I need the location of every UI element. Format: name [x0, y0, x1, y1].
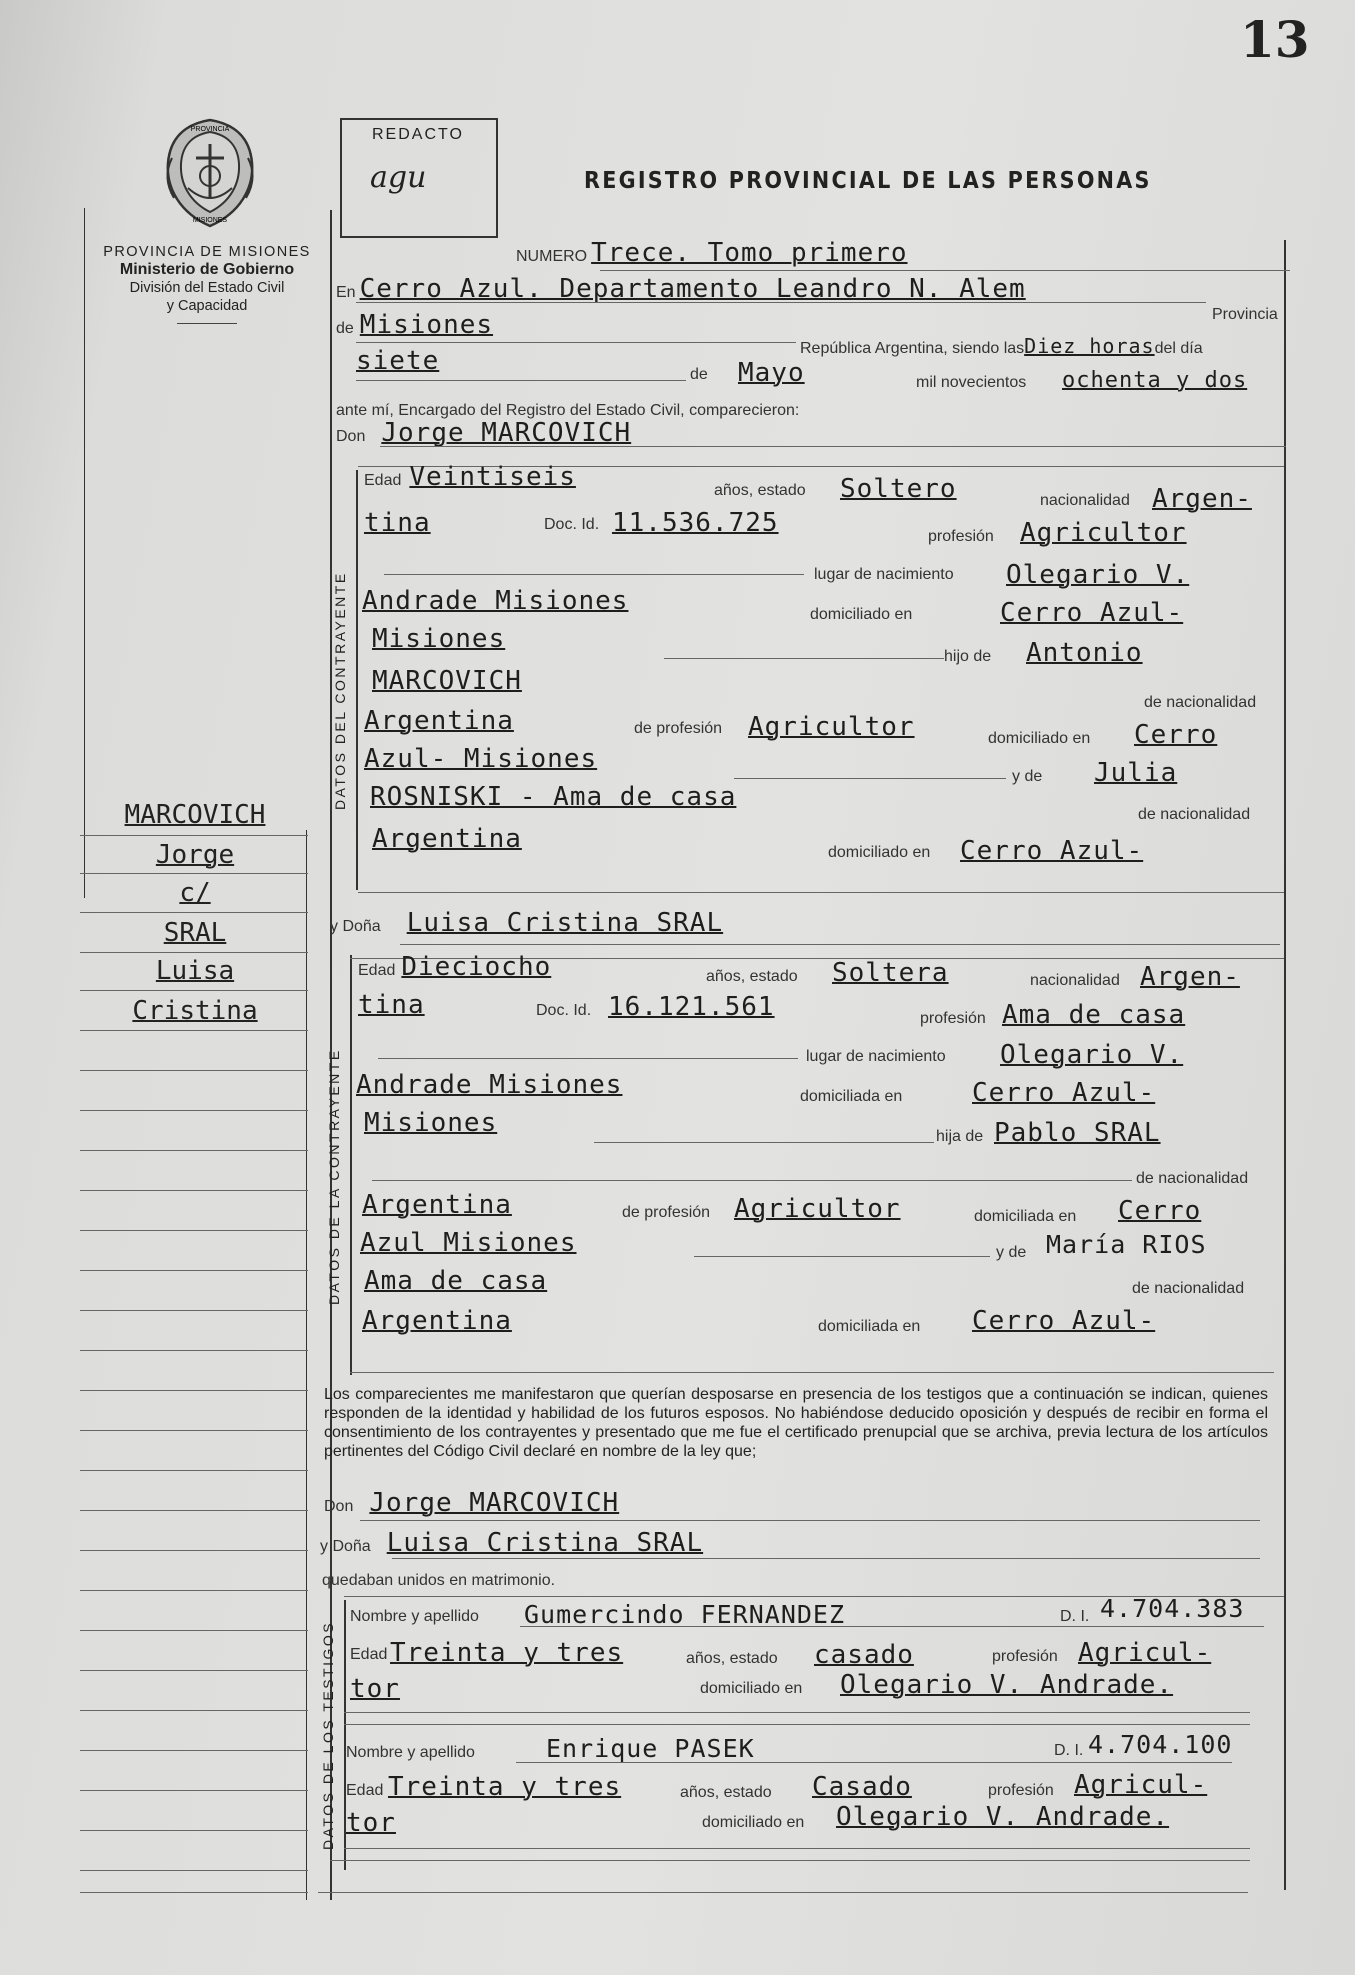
redacto-label: REDACTO	[372, 126, 464, 143]
f-padre-nac: Argentina	[362, 1190, 512, 1220]
redacto-value: agu	[370, 160, 427, 195]
t1-profesion-b: tor	[350, 1674, 400, 1704]
province-name: PROVINCIA DE MISIONES	[103, 244, 311, 260]
lugar-row: En Cerro Azul. Departamento Leandro N. Alem	[336, 274, 1026, 304]
f-nac-a: Argen-	[1140, 962, 1240, 992]
f-madre-dom: Cerro Azul-	[972, 1306, 1156, 1336]
f-padre-prof: Agricultor	[734, 1194, 901, 1224]
f-padre: Pablo SRAL	[994, 1118, 1161, 1148]
province-header	[92, 243, 322, 324]
numero-row	[516, 238, 908, 268]
document-page: 13 PROVINCIA MISIONES PROVINCIA DE MISIONES Ministerio de Gobierno División del Estado Civil y Capacidad REDACTO agu REGISTRO PROVINCIAL DE LAS PERSONAS DATOS DEL CONTRAYENTE DATOS DE LA CONTRAYENTE DATOS DE LOS TESTIGOS NUMERO Trece. Tomo primero En Cerro Azul. Departamento Leandro N. Alem Provincia de Misiones República Argentina, siendo lasDiez horasdel día siete de Mayo mil novecientos ochenta y dos ante mí, Encargado del Registro del Estado Civil, comparecieron: Don Jorge MARCOVICH Edad Veintiseis años, estado Soltero nacionalidad Argen- tina Doc. Id. 11.536.725 profesión Agricultor lugar de nacimiento Olegario V. Andrade Misiones domiciliado en Cerro Azul- Misiones hijo de Antonio MARCOVICH de nacionalidad Argentina de profesión Agricultor domiciliado en Cerro Azul- Misiones y de Julia ROSNISKI - Ama de casa de nacionalidad Argentina domiciliado en Cerro Azul- y Doña Luisa Cristina SRAL Edad Dieciocho años, estado Soltera nacionalidad Argen- tina Doc. Id. 16.121.561 profesión Ama de casa lugar de nacimiento Olegario V. Andrade Misiones domiciliada en Cerro Azul- Misiones hija de Pablo SRAL de nacionalidad Argentina de profesión Agricultor domiciliada en Cerro Azul Misiones y de María RIOS Ama de casa de nacionalidad Argentina domiciliada en Cerro Azul- Los comparecientes me manifestaron que querían desposarse en presencia de los testigos que a continuación se indican, quienes responden de la identidad y habilidad de los futuros esposos. No habiéndose deducido oposición y después de recibir en forma el consentimiento de los contrayentes y presentado que me fue el certificado prenupcial que se archiva, previa lectura de los artículos pertinentes del Código Civil declaré en nombre de la ley que; Don Jorge MARCOVICH y Doña Luisa Cristina SRAL quedaban unidos en matrimonio. Nombre y apellido Gumercindo FERNANDEZ D. I. 4.704.383 Edad Treinta y tres años, estado casado profesión Agricul- tor domiciliado en Olegario V. Andrade. Nombre y apellido Enrique PASEK D. I. 4.704.100 Edad Treinta y tres años, estado Casado profesión Agricul- tor domiciliado en Olegario V. Andrade. MARCOVICH Jorge c/ SRAL Luisa Cristina	[0, 0, 1355, 1975]
c-padre-prof: Agricultor	[748, 712, 915, 742]
t2-di: 4.704.100	[1088, 1730, 1233, 1759]
ministry-name: Ministerio de Gobierno	[119, 261, 295, 278]
margin-conector: c/	[179, 878, 211, 908]
c-padre-dom-b: Azul- Misiones	[364, 744, 598, 774]
ante-label: ante mí, Encargado del Registro del Estado Civil, comparecieron:	[336, 402, 800, 419]
margin-apellido1: MARCOVICH	[124, 800, 266, 830]
quedaban-text: quedaban unidos en matrimonio.	[322, 1572, 556, 1589]
c-profesion: Agricultor	[1020, 518, 1187, 548]
contrayenta-bracket	[350, 955, 352, 1375]
f-domicilio-b: Misiones	[364, 1108, 498, 1138]
hora-row: República Argentina, siendo lasDiez horasdel día	[800, 334, 1203, 358]
margin-apellido2: SRAL	[163, 918, 227, 948]
seal-text-bottom: MISIONES	[192, 217, 228, 224]
lugar-value: Cerro Azul. Departamento Leandro N. Alem	[359, 274, 1026, 304]
c-padre-b: MARCOVICH	[372, 666, 522, 696]
f-padre-dom-a: Cerro	[1118, 1196, 1202, 1226]
division-capacidad: y Capacidad	[166, 298, 248, 314]
f-nac-b: tina	[358, 990, 425, 1020]
dona-value: Luisa Cristina SRAL	[406, 908, 724, 938]
c-madre-a: Julia	[1094, 758, 1178, 788]
division-name: División del Estado Civil	[129, 280, 285, 296]
declaracion-text: Los comparecientes me manifestaron que querían desposarse en presencia de los testigos que a continuación se indican, quienes responden de la identidad y habilidad de los futuros esposos. No habiéndose deducido oposición y después de recibir en forma el consentimiento de los contrayentes y presentado que me fue el certificado prenupcial que se archiva, previa lectura de los artículos pertinentes del Código Civil declaré en nombre de la ley que;	[324, 1386, 1268, 1460]
provincia-row: de Misiones	[336, 310, 494, 340]
c-doc: 11.536.725	[612, 508, 779, 538]
c-edad: Veintiseis	[409, 462, 576, 492]
anio-value: ochenta y dos	[1062, 368, 1248, 393]
t1-edad: Treinta y tres	[390, 1638, 624, 1668]
f-madre-prof: Ama de casa	[364, 1266, 548, 1296]
c-domicilio-b: Misiones	[372, 624, 506, 654]
t2-domicilio: Olegario V. Andrade.	[836, 1802, 1170, 1832]
f-lugar-nac-b: Andrade Misiones	[356, 1070, 623, 1100]
t2-profesion-a: Agricul-	[1074, 1770, 1208, 1800]
f-estado: Soltera	[832, 958, 949, 988]
contrayente-section-label: DATOS DEL CONTRAYENTE	[332, 571, 348, 810]
f-madre: María RIOS	[1046, 1230, 1207, 1259]
t2-profesion-b: tor	[346, 1808, 396, 1838]
hora-value: Diez horas	[1024, 334, 1155, 358]
mil-label: mil novecientos	[916, 374, 1027, 391]
t1-domicilio: Olegario V. Andrade.	[840, 1670, 1174, 1700]
margin-nombre1: Jorge	[155, 840, 235, 870]
margin-nombre2a: Luisa	[155, 956, 235, 986]
matrimonio-don: Jorge MARCOVICH	[369, 1488, 620, 1518]
f-padre-dom-b: Azul Misiones	[360, 1228, 577, 1258]
t1-profesion-a: Agricul-	[1078, 1638, 1212, 1668]
c-lugar-nac-b: Andrade Misiones	[362, 586, 629, 616]
t1-estado: casado	[814, 1640, 914, 1670]
margin-nombre2b: Cristina	[132, 996, 258, 1026]
dia-value: siete	[356, 346, 440, 376]
c-nac-b: tina	[364, 508, 431, 538]
provincia-value: Misiones	[359, 310, 494, 340]
c-edad-row: Edad Veintiseis	[364, 462, 576, 492]
c-padre-dom-a: Cerro	[1134, 720, 1218, 750]
c-nac-a: Argen-	[1152, 484, 1252, 514]
c-madre-dom: Cerro Azul-	[960, 836, 1144, 866]
mes-value: Mayo	[738, 358, 805, 388]
provincial-seal-icon	[160, 118, 260, 230]
f-lugar-nac-a: Olegario V.	[1000, 1040, 1184, 1070]
seal-text-top: PROVINCIA	[190, 126, 230, 133]
mes-row	[738, 358, 805, 388]
de-label2: de	[690, 366, 708, 383]
testigos-section-label: DATOS DE LOS TESTIGOS	[320, 1620, 336, 1850]
c-padre-nac: Argentina	[364, 706, 514, 736]
numero-value: Trece. Tomo primero	[591, 238, 908, 268]
f-profesion: Ama de casa	[1002, 1000, 1186, 1030]
c-estado: Soltero	[840, 474, 957, 504]
dia-row	[356, 346, 439, 376]
t2-edad: Treinta y tres	[388, 1772, 622, 1802]
c-madre-nac: Argentina	[372, 824, 522, 854]
page-number: 13	[1240, 10, 1310, 69]
don-row: Don Jorge MARCOVICH	[336, 418, 632, 448]
f-edad: Dieciocho	[401, 952, 552, 982]
contrayenta-section-label: DATOS DE LA CONTRAYENTE	[326, 1048, 342, 1305]
f-madre-nac: Argentina	[362, 1306, 512, 1336]
c-lugar-nac-a: Olegario V.	[1006, 560, 1190, 590]
c-madre-b: ROSNISKI - Ama de casa	[370, 782, 737, 812]
t2-nombre: Enrique PASEK	[546, 1734, 755, 1763]
matrimonio-dona: Luisa Cristina SRAL	[386, 1528, 704, 1558]
anio-row	[1062, 368, 1247, 393]
t2-estado: Casado	[812, 1772, 912, 1802]
margin-left-border-top	[84, 208, 85, 898]
dona-row: y Doña Luisa Cristina SRAL	[330, 908, 724, 938]
c-domicilio-a: Cerro Azul-	[1000, 598, 1184, 628]
contrayente-bracket	[356, 470, 358, 890]
provincia-label: Provincia	[1212, 306, 1278, 323]
c-padre-a: Antonio	[1026, 638, 1143, 668]
registry-title: REGISTRO PROVINCIAL DE LAS PERSONAS	[584, 168, 1152, 194]
f-doc: 16.121.561	[608, 992, 775, 1022]
t1-di: 4.704.383	[1100, 1594, 1245, 1623]
don-value: Jorge MARCOVICH	[381, 418, 632, 448]
main-right-border	[1284, 240, 1286, 1890]
f-domicilio-a: Cerro Azul-	[972, 1078, 1156, 1108]
numero-label: NUMERO	[516, 248, 588, 265]
t1-nombre: Gumercindo FERNANDEZ	[524, 1600, 846, 1629]
